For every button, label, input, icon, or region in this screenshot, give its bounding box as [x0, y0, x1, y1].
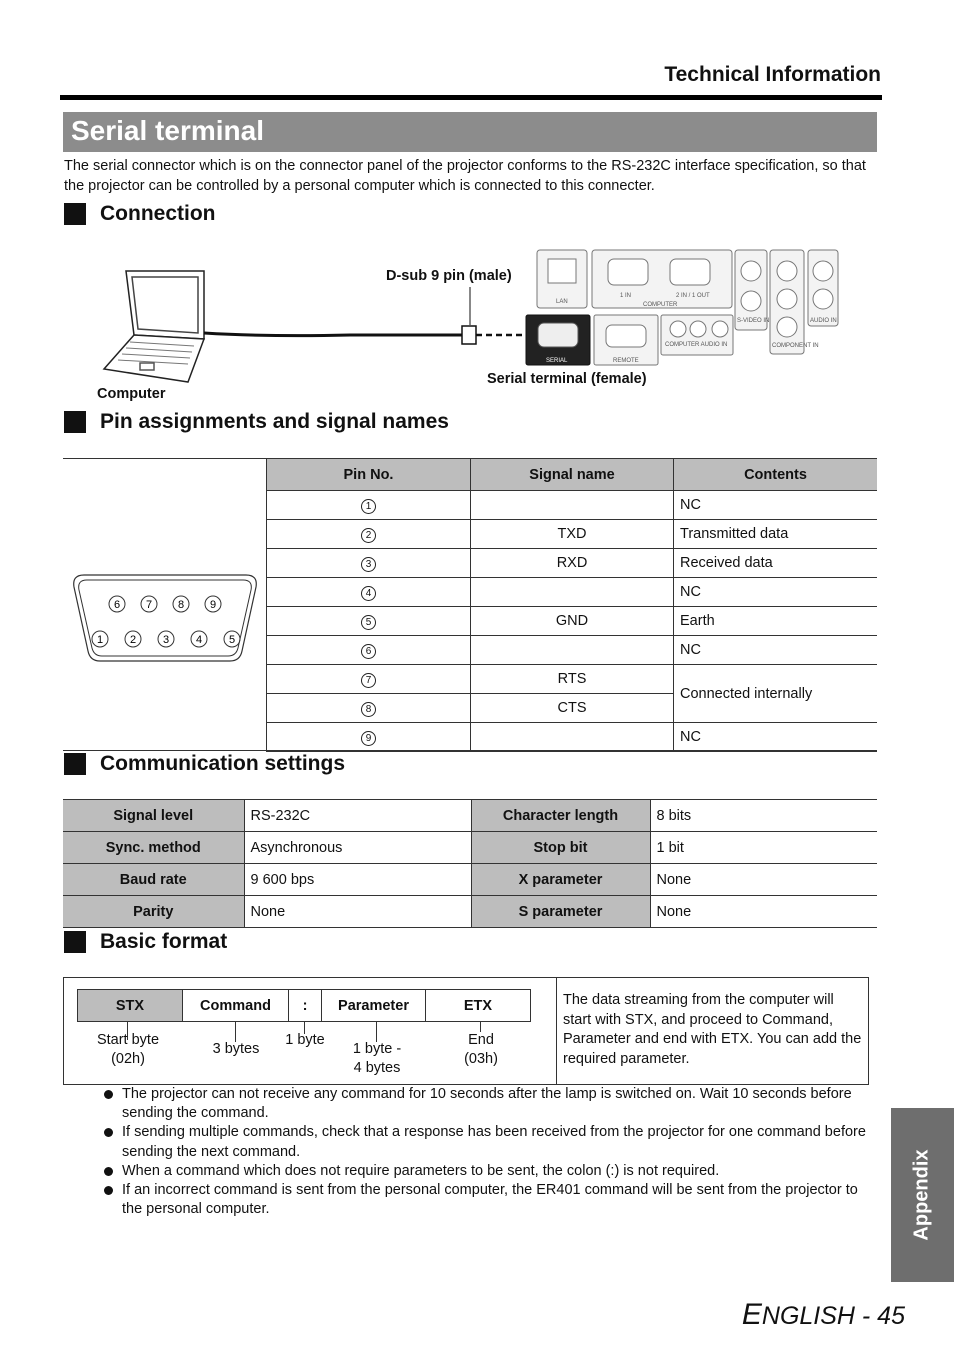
setting-key: Parity — [63, 896, 244, 928]
signal-name: GND — [471, 607, 674, 636]
setting-value: RS-232C — [244, 800, 471, 832]
header-rule — [60, 95, 882, 100]
pins-heading: Pin assignments and signal names — [64, 410, 449, 434]
pin-table — [266, 458, 877, 752]
table-row — [267, 549, 878, 578]
signal-name: RXD — [471, 549, 674, 578]
svg-text:SERIAL: SERIAL — [546, 358, 568, 364]
setting-value: None — [244, 896, 471, 928]
setting-value: None — [650, 864, 877, 896]
contents: Received data — [674, 549, 878, 578]
comm-settings-table — [63, 799, 877, 928]
pin-number: 6 — [361, 644, 376, 659]
table-row — [78, 990, 531, 1022]
col-contents: Contents — [674, 459, 878, 491]
setting-key: X parameter — [471, 864, 650, 896]
connector-pin-label: 9 — [209, 599, 217, 611]
signal-name: CTS — [471, 694, 674, 723]
intro-paragraph: The serial connector which is on the connector panel of the projector conforms to the RS-232C interface specification, so that the projector can be controlled by a personal computer which is connected to this connecter. — [64, 158, 866, 194]
pin-number: 9 — [361, 731, 376, 746]
computer-label: Computer — [97, 386, 166, 402]
setting-key: Sync. method — [63, 832, 244, 864]
connector-pin-label: 2 — [129, 634, 137, 646]
comm-heading: Communication settings — [64, 752, 345, 776]
table-row — [63, 864, 877, 896]
table-row — [267, 578, 878, 607]
connector-pin-label: 8 — [177, 599, 185, 611]
contents: Earth — [674, 607, 878, 636]
page-header-title: Technical Information — [664, 63, 881, 86]
section-title: Serial terminal — [71, 115, 264, 146]
heading-square-icon — [64, 931, 86, 953]
contents: NC — [674, 723, 878, 752]
connector-pin-label: 6 — [113, 599, 121, 611]
setting-value: 8 bits — [650, 800, 877, 832]
svg-text:COMPUTER AUDIO IN: COMPUTER AUDIO IN — [665, 342, 728, 348]
connector-pin-label: 1 — [96, 634, 104, 646]
connector-pin-label: 7 — [145, 599, 153, 611]
table-row — [267, 607, 878, 636]
pin-number: 1 — [361, 499, 376, 514]
end-byte-label: End (03h) — [464, 1032, 498, 1067]
table-row — [267, 491, 878, 520]
connector-pins-top — [109, 596, 221, 612]
serial-cable — [204, 333, 462, 336]
list-item: The projector can not receive any command for 10 seconds after the lamp is switched on. Wait 10 seconds before sending the command. — [100, 1085, 878, 1123]
svg-text:COMPONENT IN: COMPONENT IN — [772, 343, 819, 349]
table-row — [267, 665, 878, 694]
heading-square-icon — [64, 411, 86, 433]
dsub-plug-icon — [462, 326, 476, 344]
svg-text:S-VIDEO IN: S-VIDEO IN — [737, 318, 770, 324]
pin-number: 8 — [361, 702, 376, 717]
signal-name — [471, 723, 674, 752]
command-format-table — [77, 989, 531, 1022]
section-title-band — [63, 112, 877, 152]
contents: NC — [674, 491, 878, 520]
contents: Connected internally — [674, 665, 878, 723]
pin-number: 2 — [361, 528, 376, 543]
svg-text:AUDIO IN: AUDIO IN — [810, 318, 837, 324]
setting-key: Baud rate — [63, 864, 244, 896]
pin-number: 7 — [361, 673, 376, 688]
table-row — [267, 636, 878, 665]
table-row — [267, 723, 878, 752]
setting-key: Signal level — [63, 800, 244, 832]
serial-terminal-label: Serial terminal (female) — [487, 371, 647, 387]
signal-name — [471, 636, 674, 665]
pin-number: 3 — [361, 557, 376, 572]
colon-cell: : — [289, 990, 322, 1022]
svg-text:COMPUTER: COMPUTER — [643, 302, 678, 308]
etx-cell: ETX — [426, 990, 531, 1022]
setting-key: Character length — [471, 800, 650, 832]
connection-heading: Connection — [64, 202, 216, 226]
table-row — [63, 896, 877, 928]
connector-pin-label: 4 — [195, 634, 203, 646]
list-item: If sending multiple commands, check that a response has been received from the projector for one command before sending the next command. — [100, 1123, 878, 1161]
col-signal-name: Signal name — [471, 459, 674, 491]
svg-text:REMOTE: REMOTE — [613, 358, 639, 364]
parameter-cell: Parameter — [322, 990, 426, 1022]
parameter-tick — [376, 1022, 377, 1042]
command-bytes-label: 3 bytes — [212, 1041, 260, 1057]
dsub-connector-diagram — [70, 571, 260, 665]
command-cell: Command — [183, 990, 289, 1022]
laptop-icon — [104, 271, 204, 382]
connector-pin-label: 3 — [162, 634, 170, 646]
format-description: The data streaming from the computer will start with STX, and proceed to Command, Parameter and end with ETX. You can add the required parameter. — [563, 992, 862, 1067]
notes-list — [100, 1085, 878, 1219]
format-divider — [556, 977, 557, 1085]
signal-name: RTS — [471, 665, 674, 694]
setting-value: 1 bit — [650, 832, 877, 864]
heading-square-icon — [64, 203, 86, 225]
svg-text:LAN: LAN — [556, 299, 568, 305]
table-row — [63, 800, 877, 832]
list-item: If an incorrect command is sent from the personal computer, the ER401 command will be sent from the projector to the personal computer. — [100, 1181, 878, 1219]
format-heading: Basic format — [64, 930, 227, 954]
pin-number: 5 — [361, 615, 376, 630]
command-tick — [235, 1022, 236, 1042]
table-row — [63, 832, 877, 864]
contents: NC — [674, 636, 878, 665]
stx-cell: STX — [78, 990, 183, 1022]
table-row — [267, 520, 878, 549]
start-byte-label: Start byte (02h) — [96, 1032, 160, 1067]
appendix-side-tab: Appendix — [891, 1108, 954, 1282]
dsub-label: D-sub 9 pin (male) — [386, 268, 512, 284]
list-item: When a command which does not require parameters to be sent, the colon (:) is not required. — [100, 1162, 878, 1181]
parameter-bytes-label: 1 byte - 4 bytes — [352, 1041, 402, 1076]
pin-number: 4 — [361, 586, 376, 601]
svg-text:1 IN: 1 IN — [620, 293, 632, 299]
setting-value: Asynchronous — [244, 832, 471, 864]
svg-text:2 IN / 1 OUT: 2 IN / 1 OUT — [676, 293, 710, 299]
signal-name — [471, 578, 674, 607]
colon-byte-label: 1 byte — [285, 1032, 325, 1048]
signal-name: TXD — [471, 520, 674, 549]
contents: NC — [674, 578, 878, 607]
signal-name — [471, 491, 674, 520]
setting-value: None — [650, 896, 877, 928]
setting-value: 9 600 bps — [244, 864, 471, 896]
pin-table-header — [267, 459, 878, 491]
connector-pins-bottom — [92, 631, 240, 647]
connector-pin-label: 5 — [228, 634, 236, 646]
page-footer: ENGLISH - 45 — [741, 1298, 905, 1331]
heading-square-icon — [64, 753, 86, 775]
contents: Transmitted data — [674, 520, 878, 549]
setting-key: Stop bit — [471, 832, 650, 864]
setting-key: S parameter — [471, 896, 650, 928]
col-pin-no: Pin No. — [267, 459, 471, 491]
